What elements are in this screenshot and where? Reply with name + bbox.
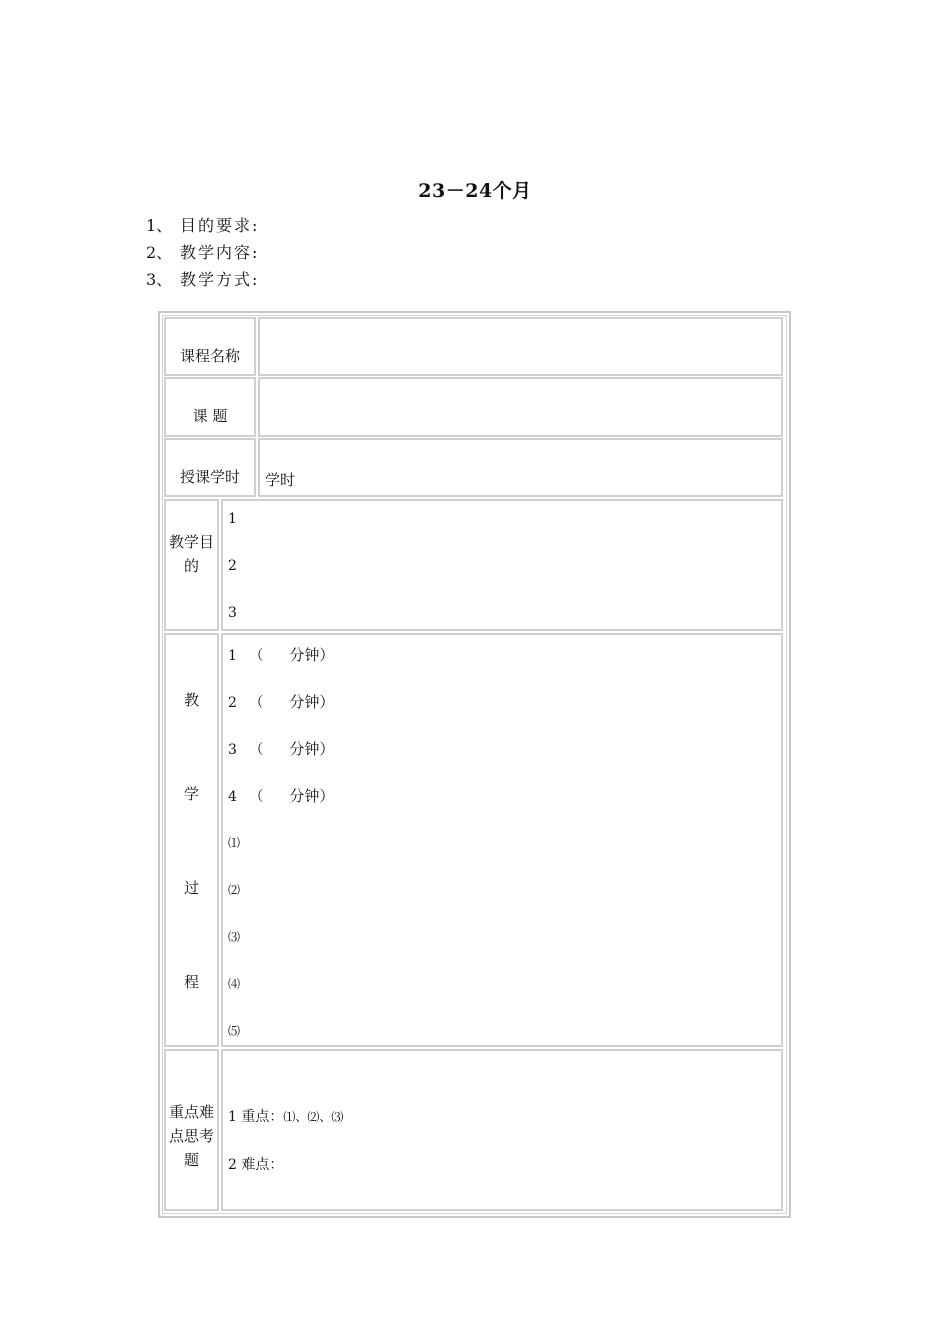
- teaching-process-label-char: 程: [183, 973, 199, 991]
- process-step-open-paren: （: [249, 648, 264, 664]
- process-step-number: 1: [228, 648, 237, 664]
- row-course-name: [164, 317, 783, 376]
- intro-item: [146, 213, 259, 240]
- process-step-number: 4: [228, 789, 237, 805]
- process-step-minutes: 分钟）: [289, 646, 335, 664]
- intro-item-number: 3、: [146, 270, 173, 289]
- process-subitem: ⑶: [228, 930, 241, 944]
- process-step-open-paren: （: [249, 695, 264, 711]
- topic-field[interactable]: [258, 377, 783, 437]
- topic-label: 课 题: [164, 377, 256, 437]
- process-subitem: ⑸: [228, 1024, 241, 1038]
- goal-item: 1: [228, 511, 237, 527]
- intro-item-text: 教学方式:: [180, 270, 260, 289]
- course-name-label: 课程名称: [164, 317, 256, 376]
- process-step: [228, 691, 334, 712]
- row-teaching-hours: [164, 438, 783, 497]
- process-subitem: ⑷: [228, 977, 241, 991]
- course-name-field[interactable]: [258, 317, 783, 376]
- key-points-items: ⑴、⑵、⑶: [283, 1110, 344, 1124]
- process-subitem: ⑵: [228, 883, 241, 897]
- teaching-goals-label: 教学目的: [164, 499, 219, 631]
- lesson-plan-table: [158, 311, 791, 1218]
- teaching-hours-field[interactable]: [258, 438, 783, 497]
- intro-item-text: 目的要求:: [180, 216, 260, 235]
- process-step-number: 3: [228, 742, 237, 758]
- goal-item: 3: [228, 605, 237, 621]
- process-step-open-paren: （: [249, 742, 264, 758]
- process-step-minutes: 分钟）: [289, 693, 335, 711]
- intro-item-number: 1、: [146, 216, 173, 235]
- process-step: [228, 738, 334, 759]
- difficulties-line: [228, 1154, 283, 1174]
- row-teaching-process: [164, 633, 783, 1047]
- intro-list: [146, 213, 259, 294]
- key-points-line: [228, 1106, 343, 1126]
- process-step-number: 2: [228, 695, 237, 711]
- row-key-points: [164, 1049, 783, 1211]
- intro-item: [146, 267, 259, 294]
- teaching-process-label-char: 学: [183, 785, 199, 803]
- process-step: [228, 785, 334, 806]
- teaching-process-label: [164, 633, 219, 1047]
- teaching-process-label-char: 教: [183, 691, 199, 709]
- key-points-number: 1: [228, 1109, 237, 1125]
- row-teaching-goals: [164, 499, 783, 631]
- difficulties-number: 2: [228, 1157, 237, 1173]
- key-points-label: 重点难点思考题: [164, 1049, 219, 1211]
- teaching-process-label-char: 过: [183, 879, 199, 897]
- teaching-hours-label: 授课学时: [164, 438, 256, 497]
- process-step-minutes: 分钟）: [289, 740, 335, 758]
- row-topic: [164, 377, 783, 437]
- intro-item: [146, 240, 259, 267]
- goal-item: 2: [228, 558, 237, 574]
- process-subitem: ⑴: [228, 836, 241, 850]
- key-points-field[interactable]: [221, 1049, 783, 1211]
- process-step-minutes: 分钟）: [289, 787, 335, 805]
- difficulties-title: 难点：: [241, 1157, 284, 1173]
- teaching-goals-field[interactable]: [221, 499, 783, 631]
- intro-item-text: 教学内容:: [180, 243, 260, 262]
- teaching-hours-value: 学时: [265, 471, 296, 489]
- intro-item-number: 2、: [146, 243, 173, 262]
- teaching-process-field[interactable]: [221, 633, 783, 1047]
- page-title: 23－24个月: [418, 180, 532, 202]
- key-points-title: 重点：: [241, 1109, 284, 1125]
- process-step: [228, 644, 334, 665]
- process-step-open-paren: （: [249, 789, 264, 805]
